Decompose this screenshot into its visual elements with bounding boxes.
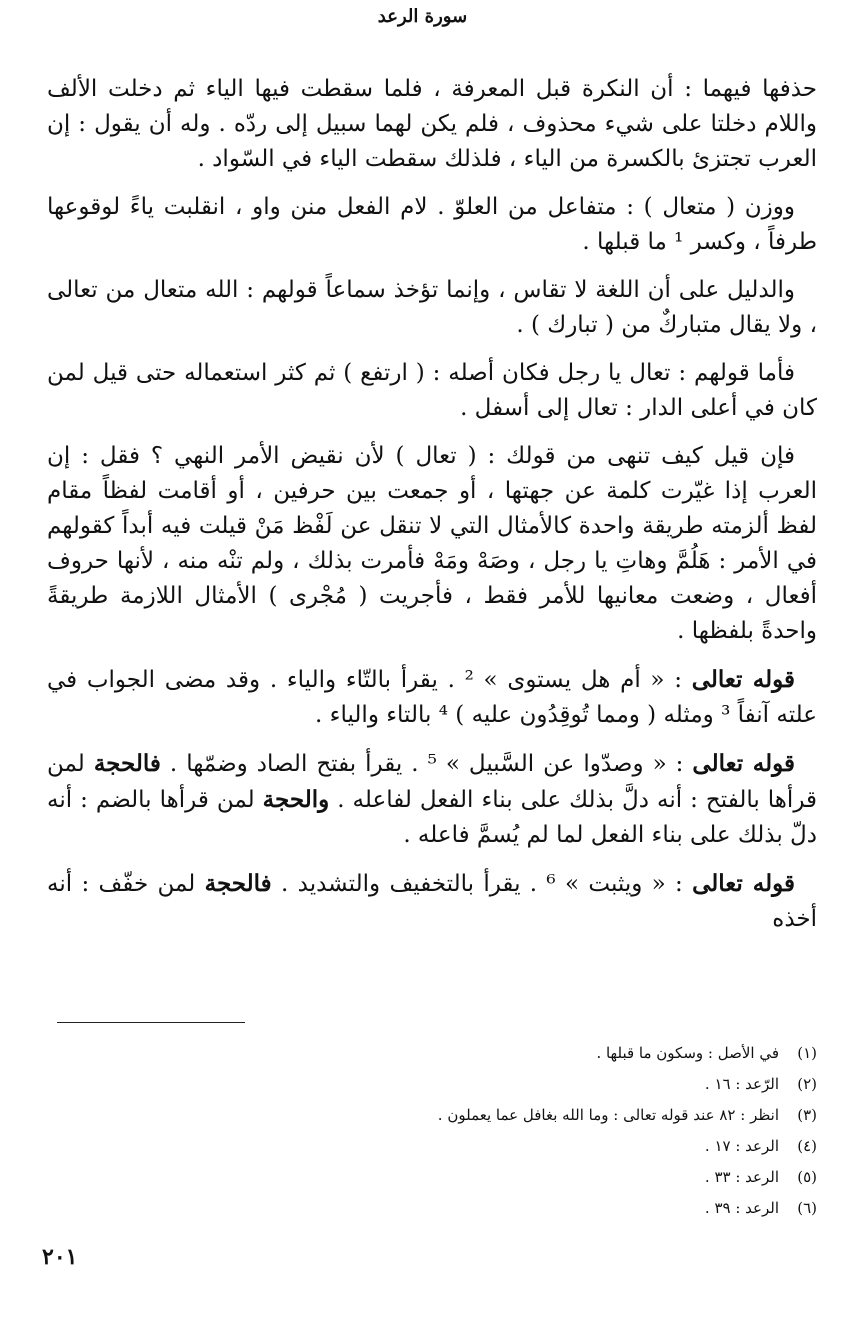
paragraph bbox=[47, 662, 817, 733]
paragraph bbox=[47, 273, 817, 343]
paragraph-text: فإن قيل كيف تنهى من قولك : ( تعال ) لأن نقيض الأمر النهي ؟ فقل : إن العرب إذا غيّرت كلمة عن جهتها ، أو جمعت بين حرفين ، أو أقامت لفظاً مقام لفظ ألزمته طريقة واحدة كالأمثال التي لا تنقل عن لَفْظ مَنْ قيلت فيه أبداً كقولهم في الأمر : هَلُمَّ وهاتِ يا رجل ، وصَهْ ومَهْ فأمرت بذلك ، ولم تنْه منه ، لأنها حروف أفعال ، وضعت معانيها للأمر فقط ، فأجريت ( مُجْرى ) الأمثال اللازمة طريقةً واحدةً بلفظها . bbox=[47, 443, 817, 644]
page-number: ٢٠١ bbox=[42, 1244, 78, 1270]
footnote-text: في الأصل : وسكون ما قبلها . bbox=[596, 1044, 779, 1062]
footnote bbox=[117, 1069, 817, 1100]
bold-term: فالحجة bbox=[204, 870, 272, 897]
paragraph bbox=[47, 356, 817, 426]
bold-term: قوله تعالى bbox=[691, 666, 796, 693]
footnote-number: (٢) bbox=[797, 1075, 817, 1093]
footnote-number: (١) bbox=[797, 1044, 817, 1062]
footnote-text: الرعد : ١٧ . bbox=[704, 1137, 779, 1155]
bold-term: قوله تعالى bbox=[692, 750, 796, 777]
footnote bbox=[117, 1193, 817, 1224]
footnote-number: (٤) bbox=[797, 1137, 817, 1155]
paragraph-text: : « وصدّوا عن السَّبيل » ⁵ . يقرأ بفتح الصاد وضمّها . bbox=[160, 751, 693, 777]
paragraph-text: : « أم هل يستوى » ² . يقرأ بالتّاء والياء . وقد مضى الجواب في علته آنفاً ³ ومثله ( ومما تُوقِدُون عليه ) ⁴ بالتاء والياء . bbox=[47, 667, 817, 728]
footnote-number: (٥) bbox=[797, 1168, 817, 1186]
footnote bbox=[117, 1131, 817, 1162]
main-text bbox=[47, 72, 817, 950]
paragraph bbox=[47, 439, 817, 649]
paragraph bbox=[47, 190, 817, 260]
paragraph-text: فأما قولهم : تعال يا رجل فكان أصله : ( ارتفع ) ثم كثر استعماله حتى قيل لمن كان في أعلى الدار : تعال إلى أسفل . bbox=[47, 360, 817, 421]
paragraph-text: ووزن ( متعال ) : متفاعل من العلوّ . لام الفعل منن واو ، انقلبت ياءً لوقوعها طرفاً ، وكسر ¹ ما قبلها . bbox=[47, 194, 817, 255]
paragraph bbox=[47, 72, 817, 177]
footnotes bbox=[117, 1038, 817, 1224]
footnote bbox=[117, 1038, 817, 1069]
paragraph-text: لمن قرأها بالفتح : أنه دلَّ بذلك على بناء الفعل لفاعله . bbox=[47, 751, 818, 813]
footnote-text: الرعد : ٣٩ . bbox=[704, 1199, 779, 1217]
paragraph bbox=[47, 746, 817, 853]
bold-term: قوله تعالى bbox=[692, 870, 796, 897]
paragraph bbox=[47, 866, 817, 937]
footnote-text: انظر : ٨٢ عند قوله تعالى : وما الله بغافل عما يعملون . bbox=[437, 1106, 779, 1124]
footnote bbox=[117, 1100, 817, 1131]
paragraph-text: والدليل على أن اللغة لا تقاس ، وإنما تؤخذ سماعاً قولهم : الله متعال من تعالى ، ولا يقال متباركٌ من ( تبارك ) . bbox=[47, 277, 817, 338]
paragraph-text: لمن قرأها بالضم : أنه دلّ بذلك على بناء الفعل لما لم يُسمَّ فاعله . bbox=[47, 787, 817, 848]
paragraph-text: : « ويثبت » ⁶ . يقرأ بالتخفيف والتشديد . bbox=[271, 871, 693, 897]
bold-term: فالحجة bbox=[93, 750, 161, 777]
footnote-text: الرّعد : ١٦ . bbox=[704, 1075, 779, 1093]
paragraph-text: لمن خفّف : أنه أخذه bbox=[47, 871, 817, 932]
paragraph-text: حذفها فيهما : أن النكرة قبل المعرفة ، فلما سقطت فيها الياء ثم دخلت الألف واللام دخلتا على شيء محذوف ، فلم يكن لهما سبيل إلى ردّه . وله أن يقول : إن العرب تجتزئ بالكسرة من الياء ، فلذلك سقطت الياء في السّواد . bbox=[47, 76, 817, 172]
footnote-number: (٣) bbox=[797, 1106, 817, 1124]
footnote-text: الرعد : ٣٣ . bbox=[704, 1168, 779, 1186]
footnote bbox=[117, 1162, 817, 1193]
footnote-number: (٦) bbox=[797, 1199, 817, 1217]
bold-term: والحجة bbox=[262, 786, 330, 813]
footnote-separator bbox=[57, 1022, 245, 1023]
running-header: سورة الرعد bbox=[377, 6, 468, 27]
